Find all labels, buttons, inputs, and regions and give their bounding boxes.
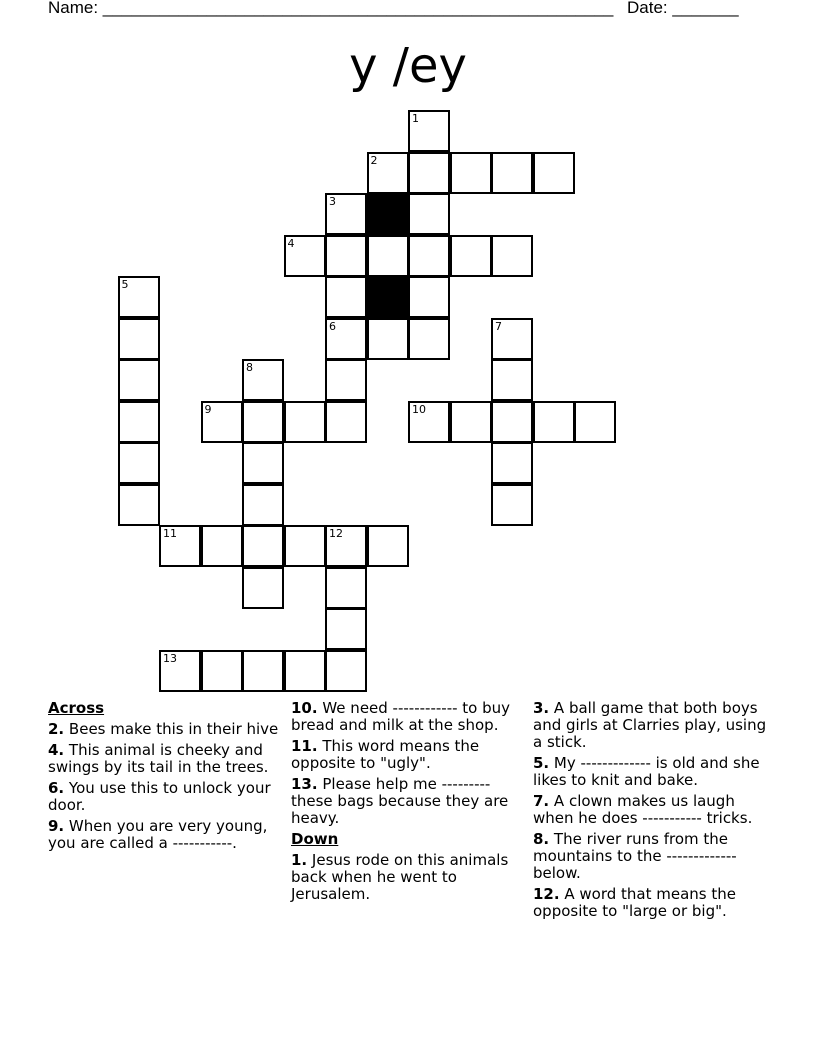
puzzle-title: y /ey xyxy=(349,38,467,94)
cell-number: 2 xyxy=(370,153,378,167)
crossword-cell[interactable] xyxy=(242,359,284,401)
cell-number: 11 xyxy=(163,527,177,540)
clue-down-12: 12. A word that means the opposite to "large or big". xyxy=(533,885,736,920)
clue-across-11: 11. This word means the opposite to "ugly". xyxy=(291,737,480,772)
crossword-cell[interactable] xyxy=(408,193,450,235)
crossword-cell[interactable] xyxy=(242,484,284,526)
crossword-cell[interactable] xyxy=(159,525,201,567)
crossword-cell[interactable] xyxy=(367,152,409,194)
crossword-cell[interactable] xyxy=(284,525,326,567)
date-line[interactable]: _______ xyxy=(672,0,739,17)
crossword-cell[interactable] xyxy=(408,318,450,360)
crossword-cell[interactable] xyxy=(118,318,160,360)
crossword-cell[interactable] xyxy=(284,650,326,692)
crossword-cell[interactable] xyxy=(118,401,160,443)
cell-number: 1 xyxy=(412,112,419,125)
crossword-cell[interactable] xyxy=(242,650,284,692)
crossword-cell[interactable] xyxy=(242,401,284,443)
crossword-block xyxy=(367,276,409,318)
clue-down-8: 8. The river runs from the mountains to the ------------- below. xyxy=(533,830,737,882)
crossword-cell[interactable] xyxy=(408,401,450,443)
clue-across-6: 6. You use this to unlock your door. xyxy=(48,779,271,814)
clue-down-3: 3. A ball game that both boys and girls at Clarries play, using a stick. xyxy=(533,699,767,751)
crossword-cell[interactable] xyxy=(325,567,367,609)
clues-column-3 xyxy=(533,700,769,924)
clue-across-4: 4. This animal is cheeky and swings by its tail in the trees. xyxy=(48,741,269,776)
crossword-cell[interactable] xyxy=(201,650,243,692)
crossword-cell[interactable] xyxy=(118,442,160,484)
crossword-cell[interactable] xyxy=(491,359,533,401)
crossword-cell[interactable] xyxy=(325,193,367,235)
date-label: Date: xyxy=(627,0,673,17)
cell-number: 5 xyxy=(121,278,129,291)
cell-number: 13 xyxy=(163,651,177,665)
clue-across-10: 10. We need ------------ to buy bread and milk at the shop. xyxy=(291,699,511,734)
crossword-cell[interactable] xyxy=(325,608,367,650)
crossword-cell[interactable] xyxy=(201,401,243,443)
clue-across-9: 9. When you are very young, you are called a -----------. xyxy=(48,817,268,852)
clues-column-2 xyxy=(291,700,527,907)
crossword-cell[interactable] xyxy=(408,235,450,277)
cell-number: 12 xyxy=(329,527,343,540)
clue-down-5: 5. My ------------- is old and she likes to knit and bake. xyxy=(533,754,760,789)
crossword-cell[interactable] xyxy=(491,484,533,526)
crossword-cell[interactable] xyxy=(491,152,533,194)
crossword-cell[interactable] xyxy=(325,276,367,318)
cell-number: 6 xyxy=(329,319,336,333)
clue-across-13: 13. Please help me --------- these bags because they are heavy. xyxy=(291,775,509,827)
crossword-cell[interactable] xyxy=(284,401,326,443)
name-line[interactable]: ______________________________________________________ xyxy=(102,0,614,17)
clue-across-2: 2. Bees make this in their hive xyxy=(48,720,279,738)
crossword-cell[interactable] xyxy=(450,152,492,194)
clues-column-1 xyxy=(48,700,284,856)
crossword-cell[interactable] xyxy=(325,235,367,277)
name-label: Name: xyxy=(48,0,103,17)
crossword-cell[interactable] xyxy=(491,401,533,443)
crossword-cell[interactable] xyxy=(491,235,533,277)
crossword-cell[interactable] xyxy=(159,650,201,692)
cell-number: 9 xyxy=(204,402,212,416)
crossword-cell[interactable] xyxy=(118,484,160,526)
crossword-cell[interactable] xyxy=(574,401,616,443)
down-heading: Down xyxy=(291,830,339,848)
crossword-cell[interactable] xyxy=(201,525,243,567)
crossword-cell[interactable] xyxy=(408,110,450,152)
crossword-cell[interactable] xyxy=(491,318,533,360)
crossword-cell[interactable] xyxy=(367,318,409,360)
crossword-cell[interactable] xyxy=(450,235,492,277)
crossword-cell[interactable] xyxy=(450,401,492,443)
crossword-cell[interactable] xyxy=(242,567,284,609)
crossword-cell[interactable] xyxy=(533,152,575,194)
crossword-cell[interactable] xyxy=(325,650,367,692)
crossword-cell[interactable] xyxy=(118,276,160,318)
crossword-cell[interactable] xyxy=(242,442,284,484)
across-heading: Across xyxy=(48,699,105,717)
clue-down-1: 1. Jesus rode on this animals back when he went to Jerusalem. xyxy=(291,851,509,903)
crossword-cell[interactable] xyxy=(325,525,367,567)
crossword-cell[interactable] xyxy=(118,359,160,401)
crossword-cell[interactable] xyxy=(325,359,367,401)
crossword-cell[interactable] xyxy=(284,235,326,277)
crossword-cell[interactable] xyxy=(408,152,450,194)
crossword-cell[interactable] xyxy=(367,525,409,567)
cell-number: 7 xyxy=(495,319,502,333)
crossword-cell[interactable] xyxy=(325,401,367,443)
crossword-cell[interactable] xyxy=(408,276,450,318)
clue-down-7: 7. A clown makes us laugh when he does ----------- tricks. xyxy=(533,792,753,827)
cell-number: 4 xyxy=(287,236,295,250)
crossword-cell[interactable] xyxy=(533,401,575,443)
cell-number: 8 xyxy=(246,361,253,374)
crossword-cell[interactable] xyxy=(367,235,409,277)
cell-number: 10 xyxy=(412,402,426,416)
crossword-cell[interactable] xyxy=(242,525,284,567)
cell-number: 3 xyxy=(329,195,336,208)
crossword-block xyxy=(367,193,409,235)
crossword-cell[interactable] xyxy=(491,442,533,484)
crossword-cell[interactable] xyxy=(325,318,367,360)
